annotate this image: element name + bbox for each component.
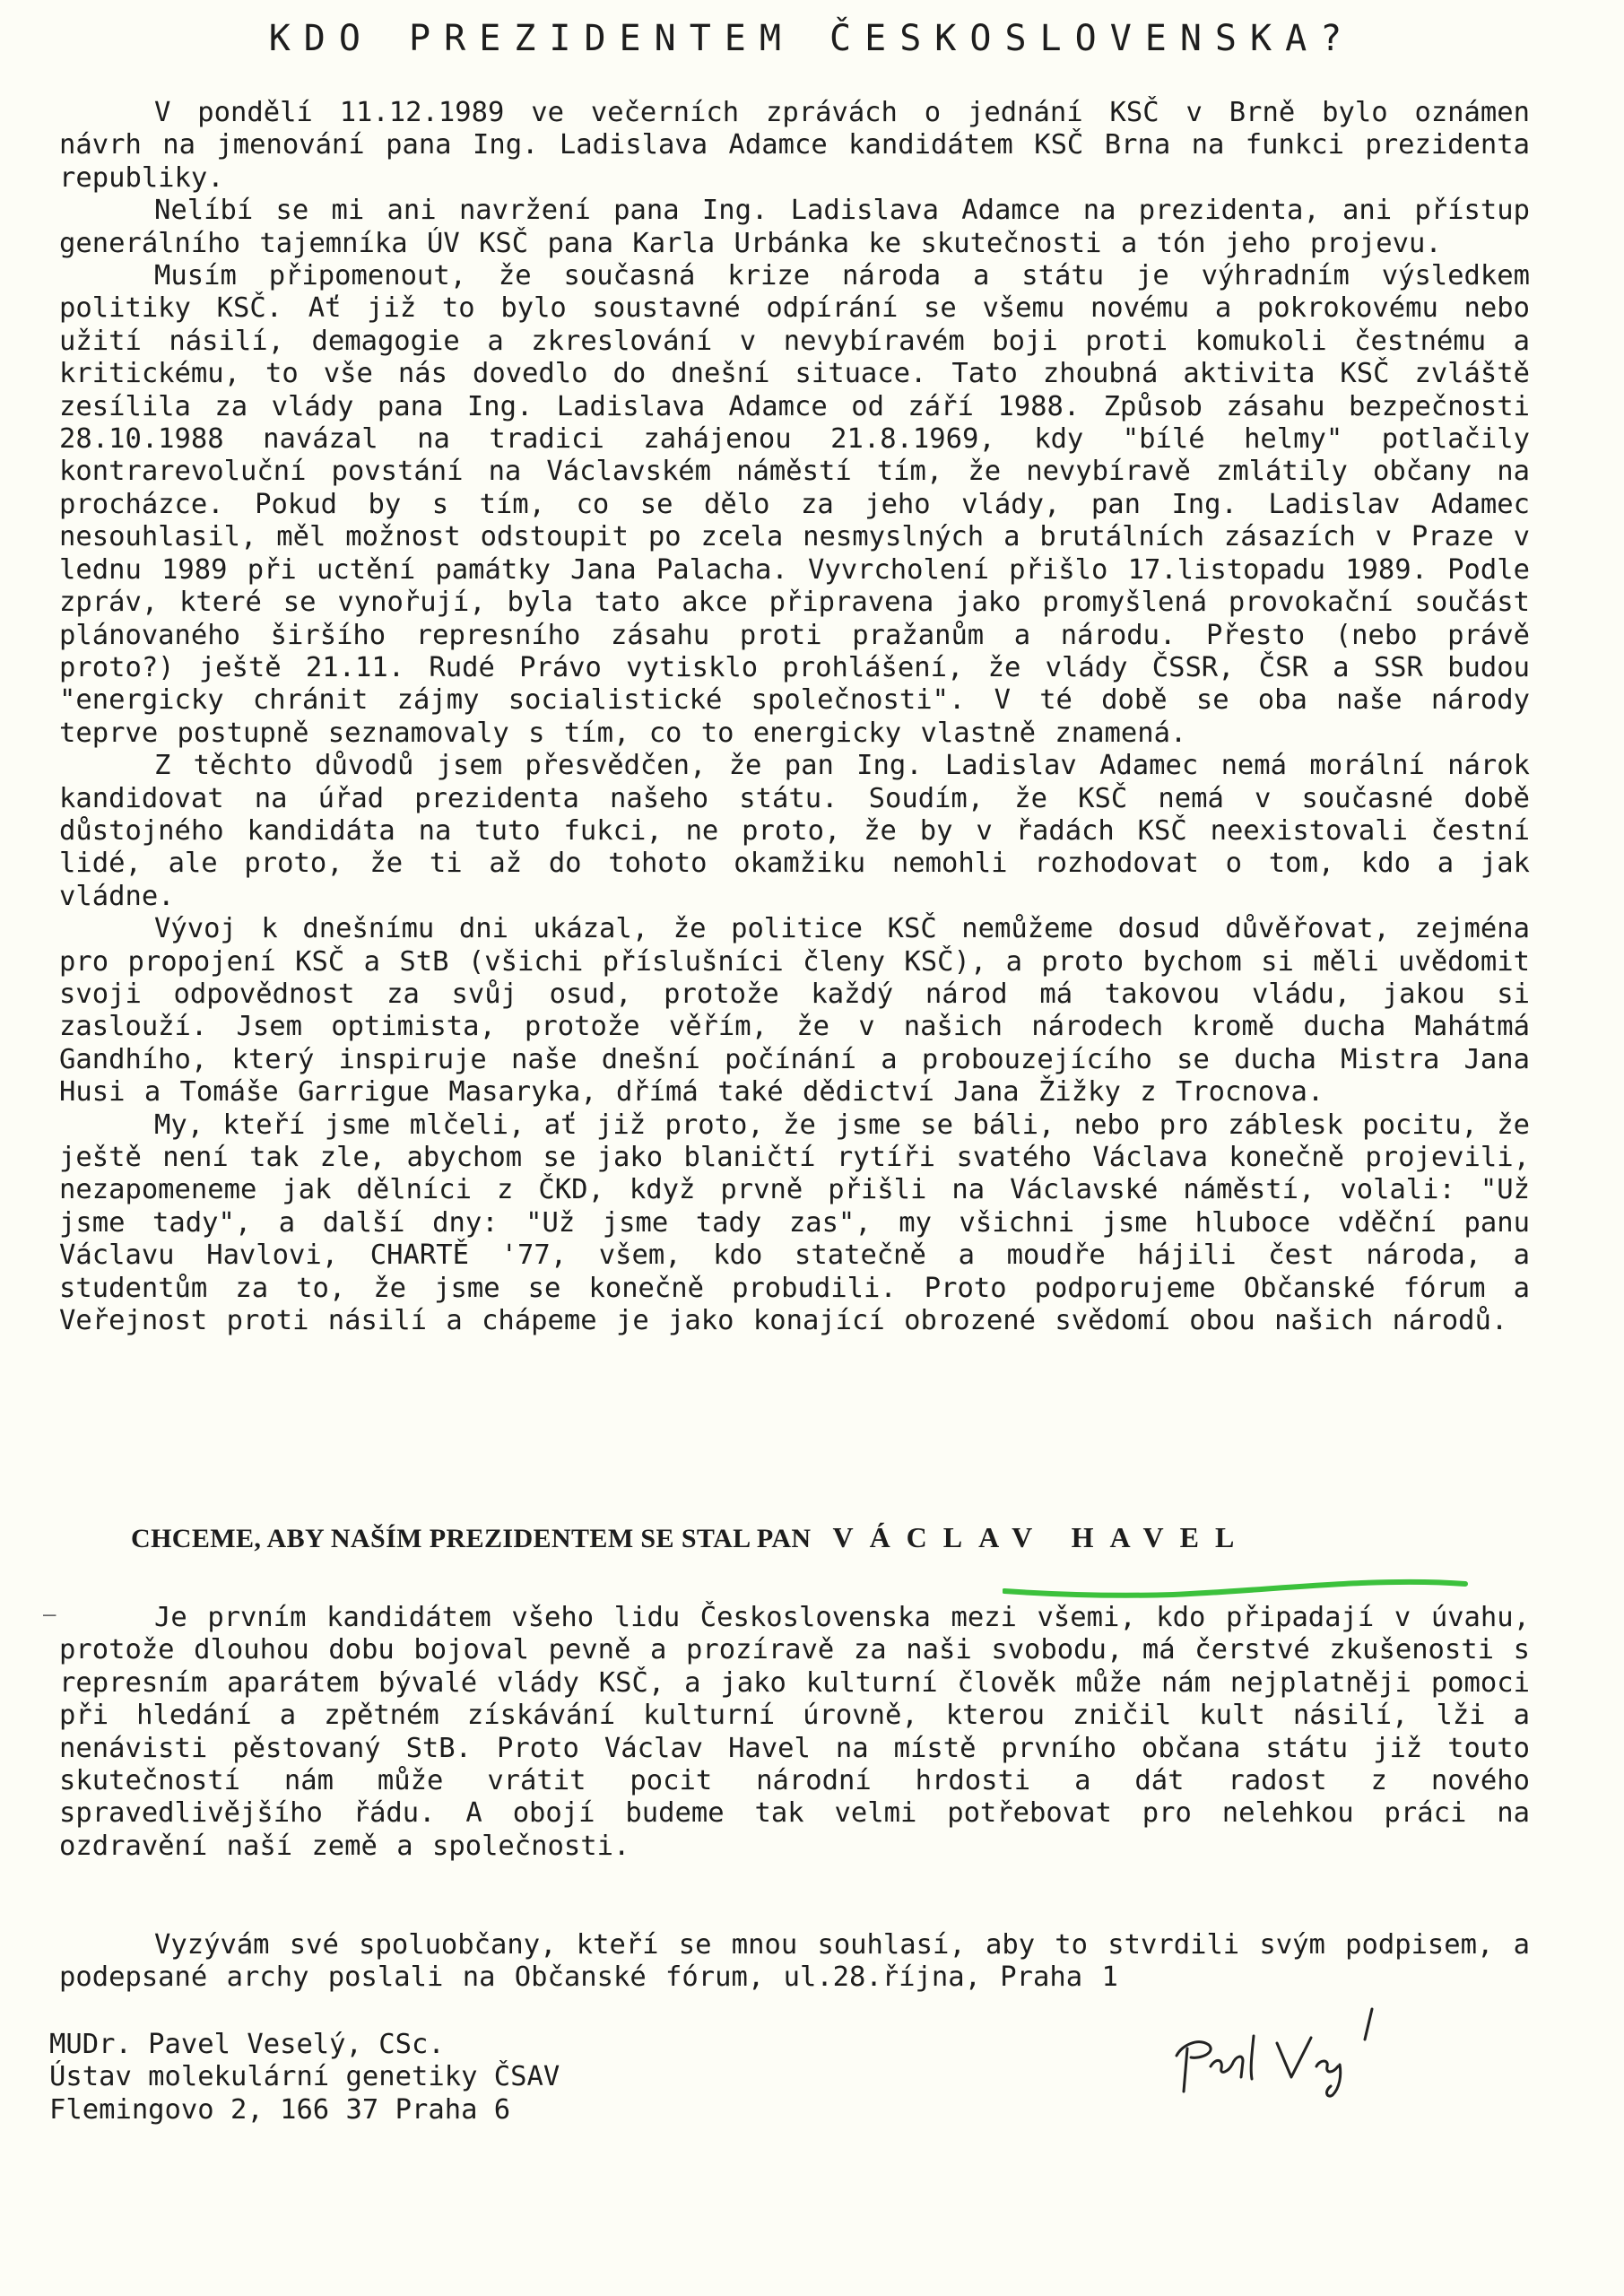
body-text <box>59 97 1530 1337</box>
paragraph-development: Vývoj k dnešnímu dni ukázal, že politice KSČ nemůžeme dosud důvěřovat, zejména pro propojení KSČ a StB (všichi příslušníci členy KSČ), a proto bychom si měli uvědomit svoji odpovědnost za svůj osud, protože každý národ má takovou vládu, jakou si zaslouží. Jsem optimista, protože věřím, že v našich národech kromě ducha Mahátmá Gandhího, který inspiruje naše dnešní počínání a probouzejícího se ducha Mistra Jana Husi a Tomáše Garrigue Masaryka, dřímá také dědictví Jana Žižky z Trocnova. <box>59 913 1530 1109</box>
paragraph-crisis: Musím připomenout, že současná krize národa a státu je výhradním výsledkem politiky KSČ. Ať již to bylo soustavné odpírání se všemu novému a pokrokovému nebo užití násilí, demagogie a zkreslování v nevybíravém boji proti komukoli čestnému a kritickému, to vše nás dovedlo do dnešní situace. Tato zhoubná aktivita KSČ zvláště zesílila za vlády pana Ing. Ladislava Adamce od září 1988. Způsob zásahu bezpečnosti 28.10.1988 navázal na tradici zahájenou 21.8.1969, kdy "bílé helmy" potlačily kontrarevoluční povstání na Václavském náměstí tím, že nevybíravě zmlátily občany na procházce. Pokud by s tím, co se dělo za jeho vlády, pan Ing. Ladislav Adamec nesouhlasil, měl možnost odstoupit po zcela nesmyslných a brutálních zásazích v Praze v lednu 1989 při uctění památky Jana Palacha. Vyvrcholení přišlo 17.listopadu 1989. Podle zpráv, které se vynořují, byla tato akce připravena jako promyšlená provokační součást plánovaného širšího represního zásahu proti pražanům a národu. Přesto (nebo právě proto?) ještě 21.11. Rudé Právo vytisklo prohlášení, že vlády ČSSR, ČSR a SSR budou "energicky chránit zájmy socialistické společnosti". V té době se oba naše národy teprve postupně seznamovaly s tím, co to energicky vlastně znamená. <box>59 260 1530 749</box>
handwritten-signature <box>1157 2002 1390 2100</box>
candidate-statement <box>131 1521 1250 1554</box>
signatory-institution: Ústav molekulární genetiky ČSAV <box>49 2061 560 2093</box>
paragraph-disapproval: Nelíbí se mi ani navržení pana Ing. Ladislava Adamce na prezidenta, ani přístup generálního tajemníka ÚV KSČ pana Karla Urbánka ke skutečnosti a tón jeho projevu. <box>59 195 1530 259</box>
signatory-block <box>49 2029 560 2126</box>
signatory-address: Flemingovo 2, 166 37 Praha 6 <box>49 2093 511 2126</box>
paragraph-announcement: V pondělí 11.12.1989 ve večerních zprávách o jednání KSČ v Brně bylo oznámen návrh na jmenování pana Ing. Ladislava Adamce kandidátem KSČ Brna na funkci prezidenta republiky. <box>59 97 1530 194</box>
paragraph-conviction: Z těchto důvodů jsem přesvědčen, že pan Ing. Ladislav Adamec nemá morální nárok kandidovat na úřad prezidenta našeho státu. Soudím, že KSČ nemá v současné době důstojného kandidáta na tuto fukci, ne proto, že by v řadách KSČ neexistovali čestní lidé, ale proto, že ti až do tohoto okamžiku nemohli rozhodovat o tom, kdo a jak vládne. <box>59 750 1530 912</box>
paragraph-gratitude: My, kteří jsme mlčeli, ať již proto, že jsme se báli, nebo pro záblesk pocitu, že ještě není tak zle, abychom se jako blaničtí rytíři svatého Václava konečně projevili, nezapomeneme jak dělníci z ČKD, když prvně přišli na Václavské náměstí, volali: "Už jsme tady", a další dny: "Už jsme tady zas", my všichni jsme hluboce vděční panu Václavu Havlovi, CHARTĚ '77, všem, kdo statečně a moudře hájili čest národa, a studentům za to, že jsme se konečně probudili. Proto podporujeme Občanské fórum a Veřejnost proti násilí a chápeme je jako konající obrozené svědomí obou našich národů. <box>59 1109 1530 1337</box>
body-text-havel <box>59 1602 1530 1863</box>
paragraph-appeal: Vyzývám své spoluobčany, kteří se mnou souhlasí, aby to stvrdili svým podpisem, a podepsané archy poslali na Občanské fórum, ul.28.října, Praha 1 <box>59 1929 1530 1994</box>
candidate-statement-lead: CHCEME, ABY NAŠÍM PREZIDENTEM SE STAL PAN <box>131 1524 812 1553</box>
candidate-name: VÁCLAV HAVEL <box>832 1521 1251 1553</box>
green-marker-underline <box>1003 1575 1469 1600</box>
body-text-appeal <box>59 1929 1530 1995</box>
document-title: KDO PREZIDENTEM ČESKOSLOVENSKA? <box>268 18 1356 59</box>
paragraph-havel: Je prvním kandidátem všeho lidu Československa mezi všemi, kdo připadají v úvahu, protože dlouhou dobu bojoval pevně a prozíravě za naši svobodu, má čerstvé zkušenosti s represním aparátem bývalé vlády KSČ, a jako kulturní člověk může nám nejplatněji pomoci při hledání a zpětném získávání kulturní úrovně, kterou zničil kult násilí, lži a nenávisti pěstovaný StB. Proto Václav Havel na místě prvního občana státu již touto skutečností nám může vrátit pocit národní hrdosti a dát radost z nového spravedlivějšího řádu. A obojí budeme tak velmi potřebovat pro nelehkou práci na ozdravění naší země a společnosti. <box>59 1602 1530 1862</box>
signatory-name: MUDr. Pavel Veselý, CSc. <box>49 2029 445 2060</box>
scan-mark: – <box>43 1602 56 1627</box>
